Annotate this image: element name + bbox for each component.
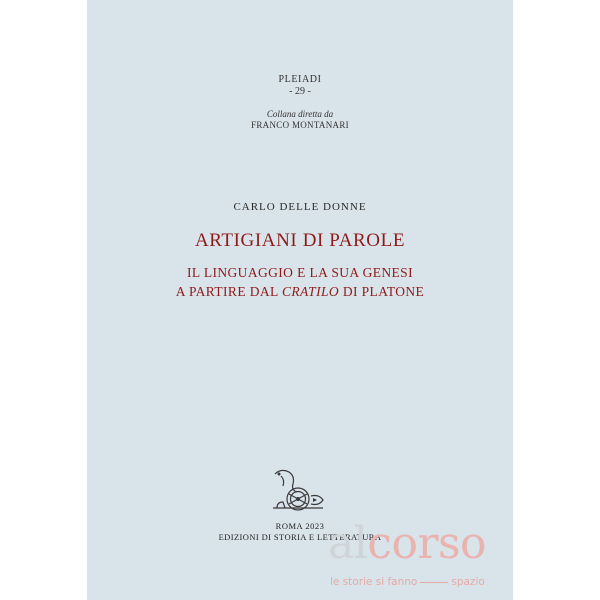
- subtitle-prefix: A PARTIRE DAL: [175, 284, 279, 299]
- book-title: ARTIGIANI DI PAROLE: [194, 230, 406, 251]
- place-year: ROMA 2023: [275, 521, 325, 531]
- watermark-logo: [328, 518, 487, 569]
- subtitle-line-1: IL LINGUAGGIO E LA SUA GENESI: [187, 265, 413, 280]
- watermark-tagline-part2: spazio: [451, 576, 485, 588]
- series-director: FRANCO MONTANARI: [251, 120, 349, 130]
- watermark-brand-part2: corso: [367, 518, 487, 569]
- watermark-brand-part1: al: [328, 518, 368, 569]
- author-name: CARLO DELLE DONNE: [233, 201, 367, 213]
- publisher-seal-icon: [267, 466, 329, 514]
- subtitle-suffix: DI PLATONE: [342, 284, 425, 299]
- book-cover: [87, 0, 513, 600]
- watermark-tagline: [330, 576, 485, 588]
- publisher-name: EDIZIONI DI STORIA E LETTERATURA: [218, 532, 382, 542]
- collana-label: Collana diretta da: [266, 109, 334, 119]
- subtitle-italic-work: CRATILO: [281, 284, 340, 299]
- watermark-divider: [420, 582, 448, 583]
- series-number: - 29 -: [289, 86, 311, 97]
- subtitle-line-2: [87, 284, 513, 300]
- watermark-tagline-part1: le storie si fanno: [330, 576, 418, 588]
- series-name: PLEIADI: [278, 74, 322, 85]
